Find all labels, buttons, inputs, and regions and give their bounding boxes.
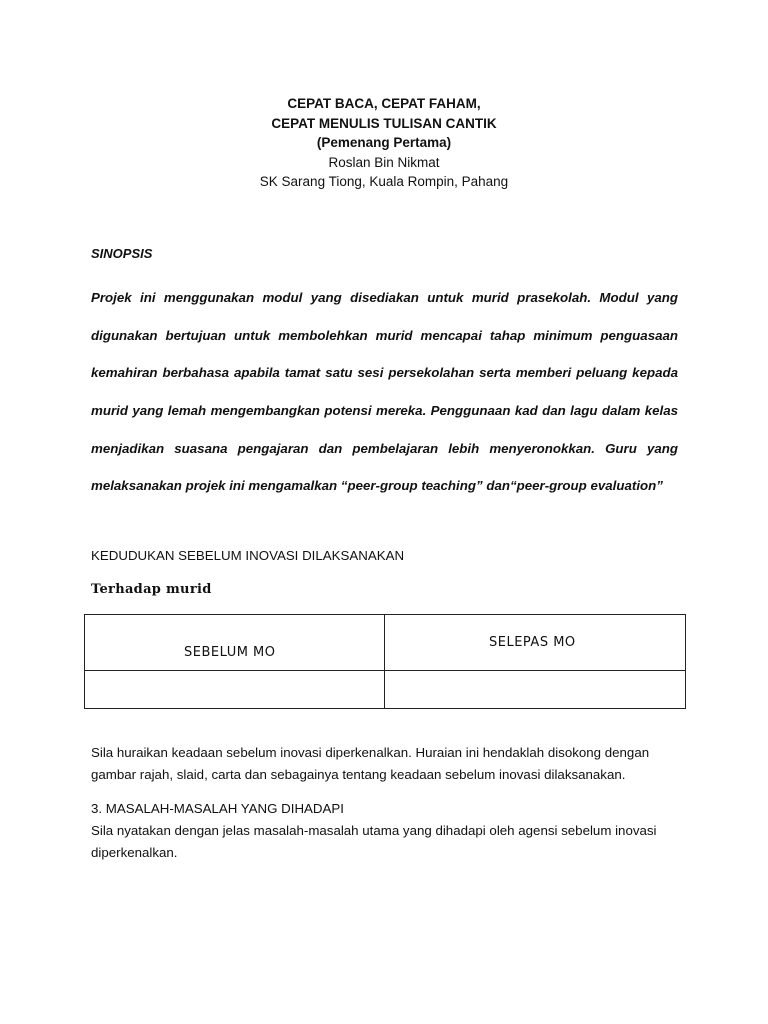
synopsis-line: murid yang lemah mengembangkan potensi mereka. Penggunaan kad dan lagu dalam kelas	[91, 403, 678, 419]
problems-section	[91, 798, 691, 864]
author-name: Roslan Bin Nikmat	[328, 154, 440, 170]
table-column-divider	[384, 615, 385, 708]
synopsis-heading: SINOPSIS	[91, 246, 153, 261]
table-row-divider	[85, 670, 685, 671]
synopsis-line: kemahiran berbahasa apabila tamat satu sesi persekolahan serta memberi peluang kepada	[91, 365, 678, 381]
paragraph-line: diperkenalkan.	[91, 845, 178, 860]
section-subheading: Terhadap murid	[91, 582, 212, 597]
title-line-3: (Pemenang Pertama)	[316, 135, 452, 150]
school-name: SK Sarang Tiong, Kuala Rompin, Pahang	[259, 174, 509, 189]
synopsis-body	[91, 279, 678, 505]
synopsis-line: melaksanakan projek ini mengamalkan “peer-group teaching” dan“peer-group evaluation”	[91, 478, 663, 494]
paragraph-line: Sila huraikan keadaan sebelum inovasi diperkenalkan. Huraian ini hendaklah disokong dengan	[91, 745, 650, 760]
comparison-table	[84, 614, 686, 709]
section-heading: KEDUDUKAN SEBELUM INOVASI DILAKSANAKAN	[91, 548, 405, 563]
document-header	[0, 94, 768, 192]
synopsis-line: Projek ini menggunakan modul yang disediakan untuk murid prasekolah. Modul yang	[91, 290, 678, 305]
title-line-1: CEPAT BACA, CEPAT FAHAM,	[287, 96, 481, 111]
problems-heading: 3. MASALAH-MASALAH YANG DIHADAPI	[91, 801, 344, 816]
paragraph-line: Sila nyatakan dengan jelas masalah-masalah utama yang dihadapi oleh agensi sebelum inovasi	[91, 823, 657, 838]
table-header-after: SELEPAS MO	[489, 635, 576, 650]
synopsis-line: menjadikan suasana pengajaran dan pembelajaran lebih menyeronokkan. Guru yang	[91, 440, 678, 456]
instruction-paragraph	[91, 742, 691, 786]
table-header-before: SEBELUM MO	[184, 645, 276, 660]
synopsis-line: digunakan bertujuan untuk membolehkan murid mencapai tahap minimum penguasaan	[91, 327, 678, 343]
title-line-2: CEPAT MENULIS TULISAN CANTIK	[271, 115, 497, 131]
paragraph-line: gambar rajah, slaid, carta dan sebagainya tentang keadaan sebelum inovasi dilaksanakan.	[91, 767, 626, 782]
